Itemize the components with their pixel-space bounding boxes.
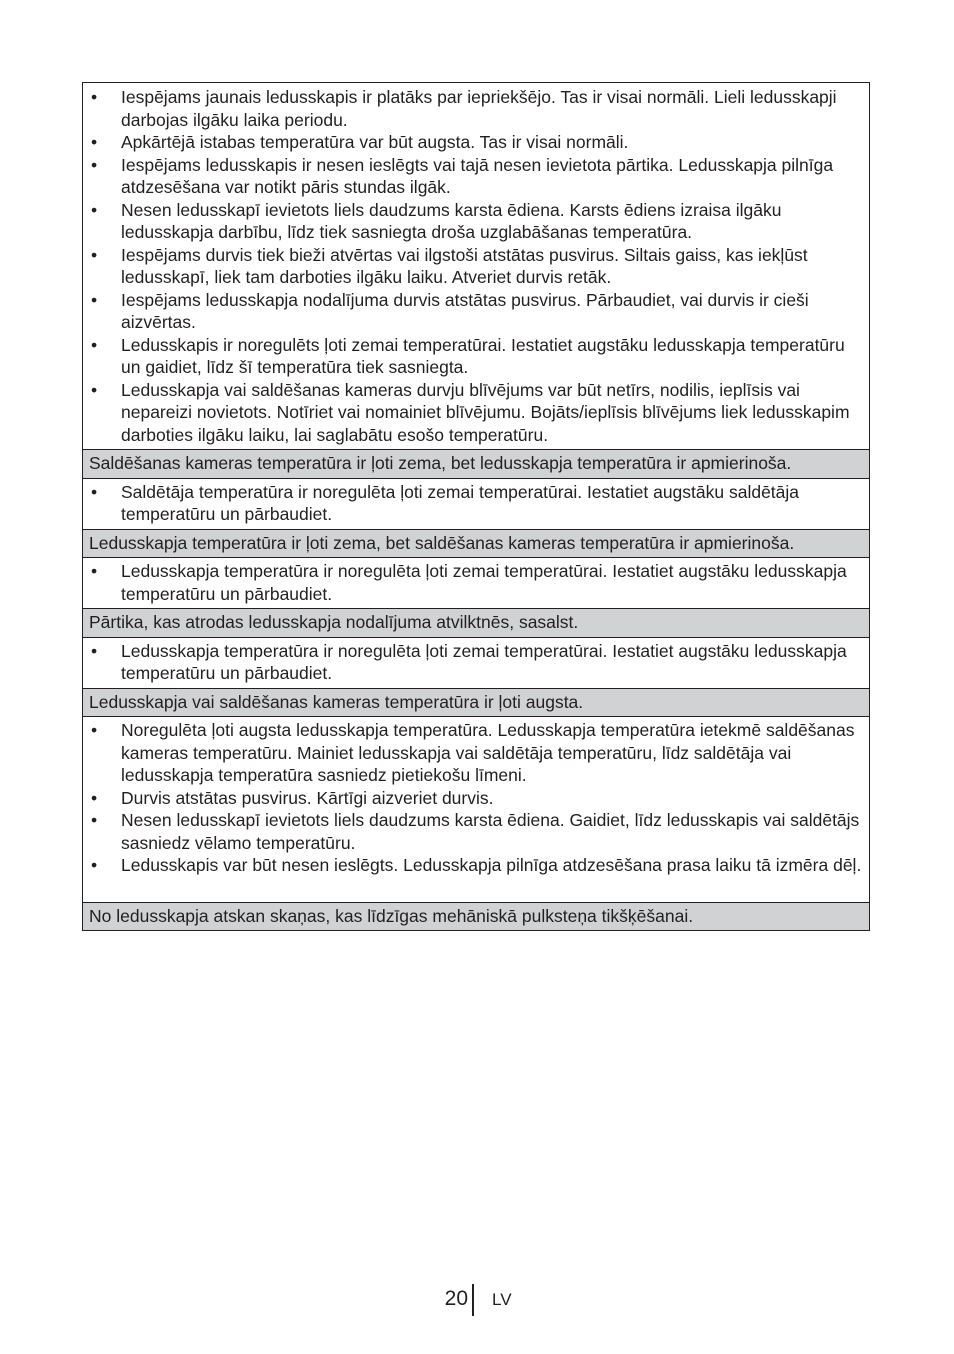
list-item	[89, 289, 863, 334]
list-item-text: Ledusskapja temperatūra ir noregulēta ļoti zemai temperatūrai. Iestatiet augstāku ledusskapja temperatūru un pārbaudiet.	[121, 561, 847, 604]
list-item-text: Ledusskapis var būt nesen ieslēgts. Ledusskapja pilnīga atdzesēšana prasa laiku tā izmēra dēļ.	[121, 855, 862, 875]
bullet: •	[91, 87, 98, 107]
list-item	[89, 199, 863, 244]
page-footer	[0, 1284, 954, 1316]
causes-block-3	[83, 557, 869, 608]
bullet: •	[91, 244, 98, 265]
list-item-text: Noregulēta ļoti augsta ledusskapja temperatūra. Ledusskapja temperatūra ietekmē saldēšanas kameras temperatūru. Mainiet ledusskapja vai saldētāja temperatūru, līdz saldētāja vai ledusskapja temperatūra sasniedz pietiekošu līmeni.	[121, 720, 855, 785]
page-number: 20	[444, 1287, 468, 1310]
list-item	[89, 244, 863, 289]
list-item-text: Iespējams jaunais ledusskapis ir platāks par iepriekšējo. Tas ir visai normāli. Lieli ledusskapji darbojas ilgāku laika periodu.	[121, 87, 837, 130]
list-item-text: Nesen ledusskapī ievietots liels daudzums karsta ēdiena. Karsts ēdiens izraisa ilgāku ledusskapja darbību, līdz tiek sasniegta droša uzglabāšanas temperatūra.	[121, 199, 782, 242]
list-item	[89, 334, 863, 379]
bullet: •	[91, 481, 98, 502]
bullet: •	[91, 199, 98, 220]
list-item-text: Durvis atstātas pusvirus. Kārtīgi aizveriet durvis.	[121, 787, 494, 808]
language-code: LV	[492, 1290, 512, 1309]
problem-heading: Saldēšanas kameras temperatūra ir ļoti zema, bet ledusskapja temperatūra ir apmierinoša.	[83, 449, 869, 478]
list-item-text: Nesen ledusskapī ievietots liels daudzums karsta ēdiena. Gaidiet, līdz ledusskapis vai saldētājs sasniedz vēlamo temperatūru.	[121, 810, 860, 853]
bullet: •	[91, 154, 98, 175]
list-item	[89, 131, 863, 154]
problem-heading: Ledusskapja vai saldēšanas kameras temperatūra ir ļoti augsta.	[83, 688, 869, 717]
list-item-text: Saldētāja temperatūra ir noregulēta ļoti zemai temperatūrai. Iestatiet augstāku saldētāja temperatūru un pārbaudiet.	[121, 481, 800, 524]
causes-block-2	[83, 478, 869, 529]
list-item-text: Ledusskapis ir noregulēts ļoti zemai temperatūrai. Iestatiet augstāku ledusskapja temperatūru un gaidiet, līdz šī temperatūra tiek sasniegta.	[121, 334, 845, 377]
list-item	[89, 379, 863, 447]
list-item	[89, 154, 863, 199]
problem-heading: No ledusskapja atskan skaņas, kas līdzīgas mehāniskā pulksteņa tikšķēšanai.	[83, 902, 869, 931]
bullet: •	[91, 810, 98, 830]
list-item-text: Iespējams durvis tiek bieži atvērtas vai ilgstoši atstātas pusvirus. Siltais gaiss, kas iekļūst ledusskapī, liek tam darboties ilgāku laiku. Atveriet durvis retāk.	[121, 244, 808, 287]
footer-divider	[472, 1284, 474, 1316]
bullet: •	[91, 640, 98, 661]
causes-block-4	[83, 637, 869, 688]
list-item-text: Apkārtējā istabas temperatūra var būt augsta. Tas ir visai normāli.	[121, 132, 629, 152]
list-item-text: Iespējams ledusskapja nodalījuma durvis atstātas pusvirus. Pārbaudiet, vai durvis ir cieši aizvērtas.	[121, 289, 809, 332]
list-item	[89, 640, 863, 685]
bullet: •	[91, 787, 98, 808]
bullet: •	[91, 855, 98, 875]
list-item	[89, 854, 863, 877]
causes-block-5	[83, 716, 869, 902]
bullet: •	[91, 561, 98, 581]
bullet: •	[91, 334, 98, 355]
problem-heading: Pārtika, kas atrodas ledusskapja nodalījuma atvilktnēs, sasalst.	[83, 608, 869, 637]
bullet: •	[91, 289, 98, 310]
troubleshooting-table	[82, 82, 870, 931]
list-item-text: Iespējams ledusskapis ir nesen ieslēgts vai tajā nesen ievietota pārtika. Ledusskapja pilnīga atdzesēšana var notikt pāris stundas ilgāk.	[121, 154, 834, 197]
list-item	[89, 481, 863, 526]
list-item	[89, 787, 863, 810]
list-item	[89, 809, 863, 854]
problem-heading: Ledusskapja temperatūra ir ļoti zema, bet saldēšanas kameras temperatūra ir apmierinoša.	[83, 529, 869, 558]
bullet: •	[91, 379, 98, 400]
bullet: •	[91, 720, 98, 740]
bullet: •	[91, 132, 98, 152]
list-item-text: Ledusskapja temperatūra ir noregulēta ļoti zemai temperatūrai. Iestatiet augstāku ledusskapja temperatūru un pārbaudiet.	[121, 640, 847, 683]
causes-block-1	[83, 83, 869, 449]
list-item	[89, 560, 863, 605]
list-item	[89, 719, 863, 787]
list-item	[89, 86, 863, 131]
list-item-text: Ledusskapja vai saldēšanas kameras durvju blīvējums var būt netīrs, nodilis, ieplīsis vai nepareizi novietots. Notīriet vai nomainiet blīvējumu. Bojāts/ieplīsis blīvējums liek ledusskapim darboties ilgāku laiku, lai saglabātu esošo temperatūru.	[121, 379, 850, 445]
